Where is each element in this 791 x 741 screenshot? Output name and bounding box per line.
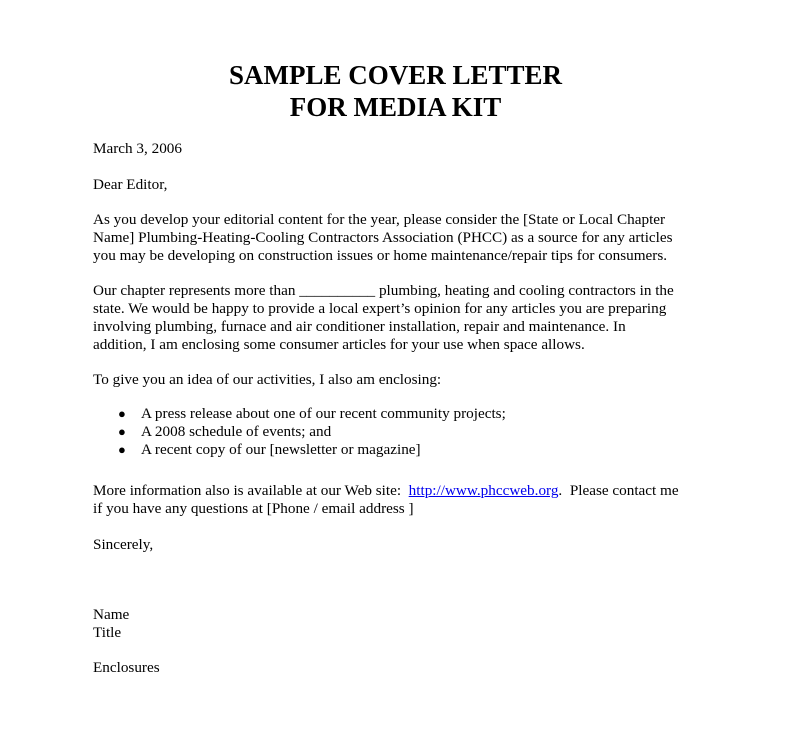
paragraph-more-info — [93, 482, 733, 518]
paragraph-line — [93, 482, 733, 500]
paragraph-line: state. We would be happy to provide a local expert’s opinion for any articles you are preparing — [93, 300, 667, 317]
paragraph-line: involving plumbing, furnace and air conditioner installation, repair and maintenance. In — [93, 318, 626, 335]
paragraph-line: As you develop your editorial content for the year, please consider the [State or Local Chapter — [93, 211, 666, 228]
list-item — [93, 405, 693, 423]
bullet-icon: ● — [118, 406, 126, 421]
more-info-text: More information also is available at our Web site: — [93, 482, 409, 499]
list-item — [93, 441, 693, 459]
letter-salutation: Dear Editor, — [93, 176, 168, 193]
paragraph-line: you may be developing on construction issues or home maintenance/repair tips for consumers. — [93, 247, 668, 264]
list-item-text: A recent copy of our [newsletter or magazine] — [141, 441, 421, 458]
document-title-line-1: SAMPLE COVER LETTER — [228, 60, 563, 90]
paragraph-enclosing: To give you an idea of our activities, I also am enclosing: — [93, 371, 442, 388]
signature-name: Name — [93, 606, 130, 623]
letter-closing: Sincerely, — [93, 536, 154, 553]
contact-text: . Please contact me — [558, 482, 679, 499]
paragraph-line: Our chapter represents more than __________ plumbing, heating and cooling contractors in the — [93, 282, 674, 299]
enclosure-list — [93, 405, 693, 459]
list-item — [93, 423, 693, 441]
paragraph-line: addition, I am enclosing some consumer articles for your use when space allows. — [93, 336, 585, 353]
list-item-text: A press release about one of our recent community projects; — [141, 405, 506, 422]
letter-date: March 3, 2006 — [93, 140, 182, 157]
website-link[interactable]: http://www.phccweb.org — [408, 482, 559, 499]
bullet-icon: ● — [118, 424, 126, 439]
list-item-text: A 2008 schedule of events; and — [141, 423, 332, 440]
paragraph-intro — [93, 211, 733, 265]
paragraph-line: if you have any questions at [Phone / email address ] — [93, 500, 414, 517]
enclosures-label: Enclosures — [93, 659, 160, 676]
bullet-icon: ● — [118, 442, 126, 457]
paragraph-chapter — [93, 282, 733, 354]
signature-title: Title — [93, 624, 122, 641]
paragraph-line: Name] Plumbing-Heating-Cooling Contractors Association (PHCC) as a source for any articles — [93, 229, 673, 246]
document-title-line-2: FOR MEDIA KIT — [289, 92, 502, 122]
